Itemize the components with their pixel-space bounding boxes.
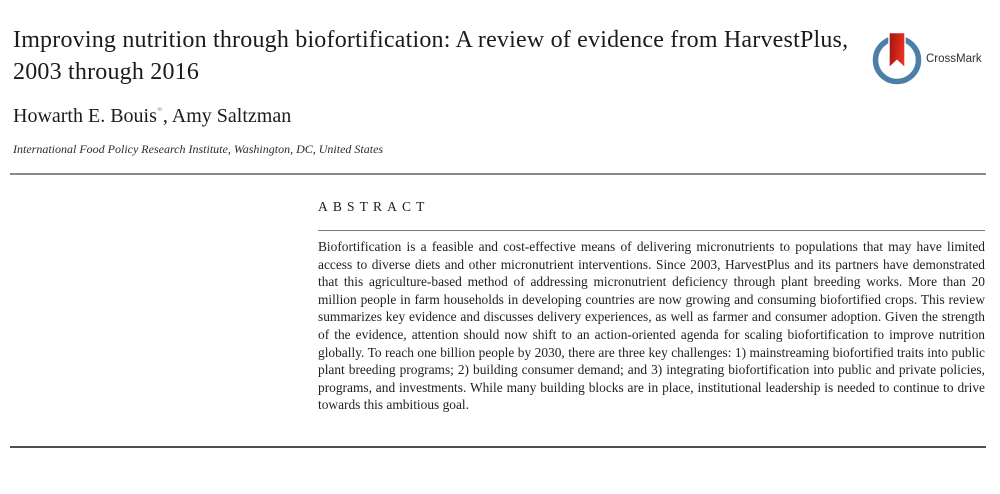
abstract-heading: ABSTRACT bbox=[318, 199, 430, 214]
affiliation: International Food Policy Research Institute, Washington, DC, United States bbox=[13, 142, 384, 156]
author-separator: , bbox=[162, 105, 172, 127]
abstract-heading-divider bbox=[318, 230, 985, 231]
header-divider bbox=[10, 173, 986, 175]
crossmark-label: CrossMark bbox=[926, 52, 982, 65]
authors-line bbox=[13, 104, 291, 128]
footer-divider bbox=[10, 446, 986, 448]
author-name-2: Amy Saltzman bbox=[171, 105, 292, 127]
abstract-text: Biofortification is a feasible and cost-effective means of delivering micronutrients to populations that may have limited access to diverse diets and other micronutrient interventions. Since 2003, HarvestPlus and its partners have demonstrated that this agriculture-based method of addressing micronutrient deficiency through plant breeding works. More than 20 million people in farm households in developing countries are now growing and consuming biofortified crops. This review summarizes key evidence and discusses delivery experiences, as well as farmer and consumer adoption. Given the strength of the evidence, attention should now shift to an action-oriented agenda for scaling biofortification to improve nutrition globally. To reach one billion people by 2030, there are three key challenges: 1) mainstreaming biofortified traits into public plant breeding programs; 2) building consumer demand; and 3) integrating biofortification into public and private policies, programs, and investments. While many building blocks are in place, institutional leadership is needed to continue to drive towards this ambitious goal. bbox=[318, 239, 985, 413]
abstract-section bbox=[318, 199, 985, 414]
crossmark-badge[interactable] bbox=[871, 31, 982, 86]
article-title: Improving nutrition through biofortification: A review of evidence from HarvestPlus, 2003 through 2016 bbox=[13, 27, 849, 85]
crossmark-icon bbox=[871, 31, 924, 86]
author-name-1: Howarth E. Bouis bbox=[13, 105, 157, 127]
corresponding-author-asterisk[interactable]: * bbox=[156, 103, 163, 118]
